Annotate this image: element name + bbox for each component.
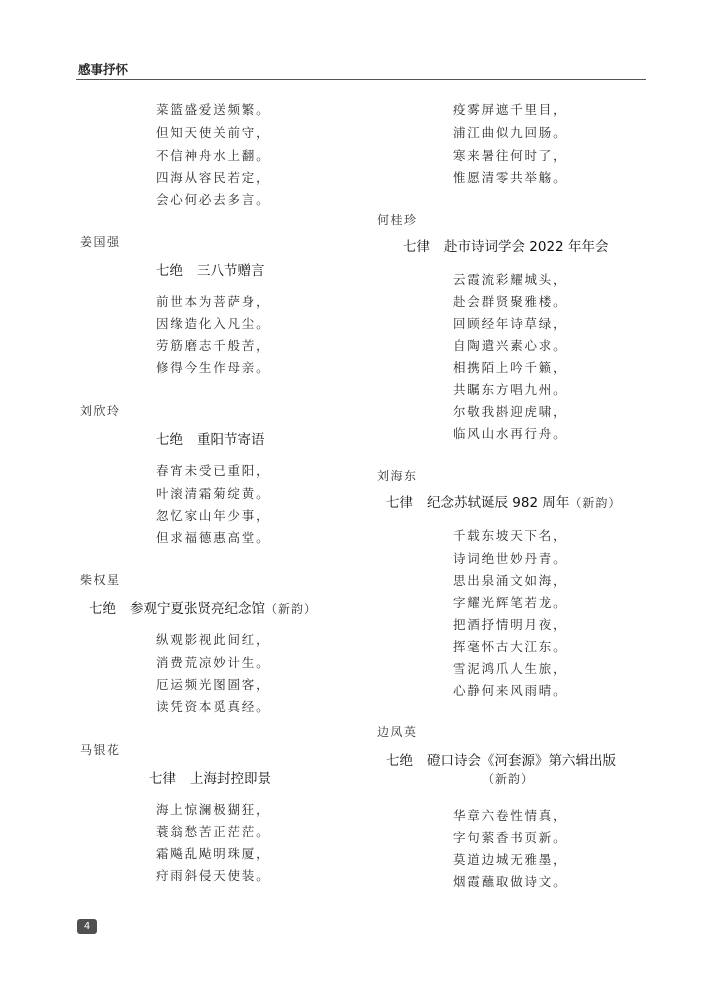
poem-line: 不信神舟水上翻。 (156, 148, 271, 163)
poem-title-text: 磴口诗会《河套源》第六辑出版 (427, 753, 616, 769)
poem-author: 刘欣玲 (80, 404, 121, 418)
poem-line: 读凭资本觅真经。 (156, 699, 271, 714)
poem-line: 春宵未受已重阳， (156, 463, 271, 478)
poem-line: 把酒抒情明月夜， (453, 617, 568, 632)
poem-line: 挥毫怀古大江东。 (453, 639, 568, 654)
poem-line: 但知天使关前守， (156, 125, 271, 140)
poem-line: 字耀光辉笔若龙。 (453, 595, 568, 610)
poem-line: 叶滚清霜菊绽黄。 (156, 486, 271, 501)
poem-form: 七绝 (386, 753, 413, 769)
poem-line: 寒来暑往何时了， (453, 148, 568, 163)
poem-form: 七律 (403, 239, 430, 255)
poem-line: 自陶遣兴素心求。 (453, 338, 568, 353)
section-header: 感事抒怀 (78, 62, 129, 77)
poem-title (156, 428, 265, 448)
poem-author: 柴权星 (80, 573, 121, 587)
poem-line: 赴会群贤聚雅楼。 (453, 294, 568, 309)
poem-form: 七绝 (156, 432, 183, 448)
poem-line: 共瞩东方唱九州。 (453, 382, 568, 397)
poem-line: 尔敬我斟迎虎啸， (453, 404, 568, 419)
poem-line: 因缘造化入凡尘。 (156, 316, 271, 331)
poem-title (156, 259, 265, 279)
poem-author: 马银花 (80, 743, 121, 757)
poem-line: 前世本为菩萨身， (156, 294, 271, 309)
poem-line: 消费荒凉妙计生。 (156, 655, 271, 670)
poem-note: （新韵） (265, 602, 318, 616)
poem-line: 纵观影视此间红， (156, 632, 271, 647)
poem-form: 七律 (386, 495, 413, 511)
poem-line: 厄运频光图圄客， (156, 677, 271, 692)
poem-author: 姜国强 (80, 235, 121, 249)
poem-line: 霜飚乱飐明珠厦， (156, 846, 271, 861)
poem-line: 诗词绝世妙丹青。 (453, 551, 568, 566)
poem-form: 七绝 (89, 601, 116, 617)
poem-line: 思出泉涌文如海， (453, 573, 568, 588)
poem-form: 七律 (149, 771, 176, 787)
poem-line: 海上惊澜极猢狂， (156, 802, 271, 817)
poem-line: 但求福德惠高堂。 (156, 530, 271, 545)
poem-title (386, 491, 621, 511)
poem-line: 疛雨斜侵天使装。 (156, 868, 271, 883)
poem-title-text: 纪念苏轼诞辰 982 周年 (427, 495, 570, 511)
poem-line: 雪泥鸿爪人生旅， (453, 661, 568, 676)
poem-line: 华章六卷性情真， (453, 808, 568, 823)
poem-note: （新韵） (569, 496, 622, 510)
header-divider (76, 79, 646, 80)
poem-line: 修得今生作母亲。 (156, 360, 271, 375)
poem-title (403, 235, 608, 255)
poem-line: 千载东坡天下名， (453, 528, 568, 543)
poem-line: 字句萦香书页新。 (453, 830, 568, 845)
poem-title-text: 参观宁夏张贤亮纪念馆 (130, 601, 265, 617)
poem-line: 云霞流彩耀城头， (453, 272, 568, 287)
poem-line: 回顾经年诗草绿， (453, 316, 568, 331)
poem-line: 菜篮盛爱送频繁。 (156, 102, 271, 117)
poem-line: 四海从容民若定， (156, 170, 271, 185)
poem-line: 烟霞蘸取做诗文。 (453, 874, 568, 889)
poem-form: 七绝 (156, 263, 183, 279)
page-number-badge: 4 (77, 919, 97, 934)
poem-line: 相携陌上吟千籁， (453, 360, 568, 375)
poem-title (386, 749, 616, 769)
poem-line: 疫雾屏遮千里目， (453, 102, 568, 117)
poem-note-line (482, 770, 534, 787)
poem-line: 蓑翁愁苦正茫茫。 (156, 824, 271, 839)
poem-author: 刘海东 (377, 469, 418, 483)
poem-line: 心静何来风雨晴。 (453, 683, 568, 698)
poem-title (89, 597, 317, 617)
poem-author: 边凤英 (377, 725, 418, 739)
poem-title (149, 767, 271, 787)
poem-line: 惟愿清零共举觞。 (453, 170, 568, 185)
poem-note: （新韵） (482, 772, 535, 786)
poem-title-text: 上海封控即景 (190, 771, 271, 787)
poem-title-text: 三八节赠言 (197, 263, 265, 279)
poem-line: 浦江曲似九回肠。 (453, 125, 568, 140)
poem-line: 莫道边城无雅墨， (453, 852, 568, 867)
poem-title-text: 赴市诗词学会 2022 年年会 (444, 239, 609, 255)
poem-title-text: 重阳节寄语 (197, 432, 265, 448)
poem-author: 何桂珍 (377, 213, 418, 227)
poem-line: 临风山水再行舟。 (453, 426, 568, 441)
poem-line: 忽忆家山年少事， (156, 508, 271, 523)
poem-line: 会心何必去多言。 (156, 192, 271, 207)
poem-line: 劳筋磨志千般苦， (156, 338, 271, 353)
